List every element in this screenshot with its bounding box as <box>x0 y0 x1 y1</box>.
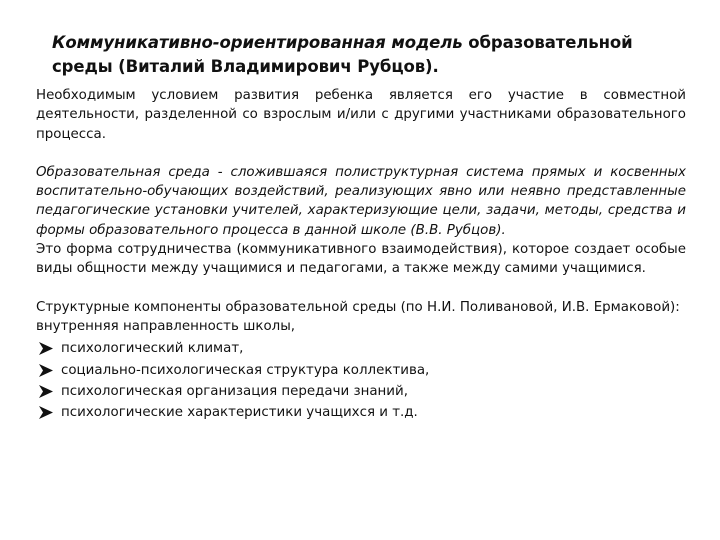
list-item-label: психологические характеристики учащихся и т.д. <box>61 405 418 421</box>
slide-title <box>52 31 652 79</box>
arrow-bullet-icon <box>39 342 53 355</box>
paragraph-cooperation: Это форма сотрудничества (коммуникативного взаимодействия), которое создает особые виды общности между учащимися и педагогами, а также между самими учащимися. <box>36 242 686 277</box>
title-normal-part: образовательной среды (Виталий Владимирович Рубцов). <box>52 33 633 76</box>
spacer <box>36 144 686 163</box>
list-item <box>36 338 686 359</box>
list-item-label: психологический климат, <box>61 341 244 357</box>
list-item <box>36 402 686 423</box>
components-list <box>36 338 686 423</box>
paragraph-definition: Образовательная среда - сложившаяся полиструктурная система прямых и косвенных воспитательно-обучающих воздействий, реализующих явно или неявно представленные педагогические установки учителей, характеризующие цели, задачи, методы, средства и формы образовательного процесса в данной школе (В.В. Рубцов). <box>36 164 686 238</box>
arrow-bullet-icon <box>39 406 53 419</box>
spacer <box>36 279 686 298</box>
paragraph-components: Структурные компоненты образовательной среды (по Н.И. Поливановой, И.В. Ермаковой): <box>36 299 680 315</box>
arrow-bullet-icon <box>39 364 53 377</box>
paragraph-direction: внутренняя направленность школы, <box>36 318 296 334</box>
list-item <box>36 360 686 381</box>
list-item <box>36 381 686 402</box>
slide-content <box>36 86 686 423</box>
paragraph-condition: Необходимым условием развития ребенка является его участие в совместной деятельности, разделенной со взрослым и/или с другими участниками образовательного процесса. <box>36 88 686 142</box>
list-item-label: психологическая организация передачи знаний, <box>61 383 408 399</box>
list-item-label: социально-психологическая структура коллектива, <box>61 362 430 378</box>
title-italic-part: Коммуникативно-ориентированная модель <box>52 33 463 52</box>
arrow-bullet-icon <box>39 385 53 398</box>
